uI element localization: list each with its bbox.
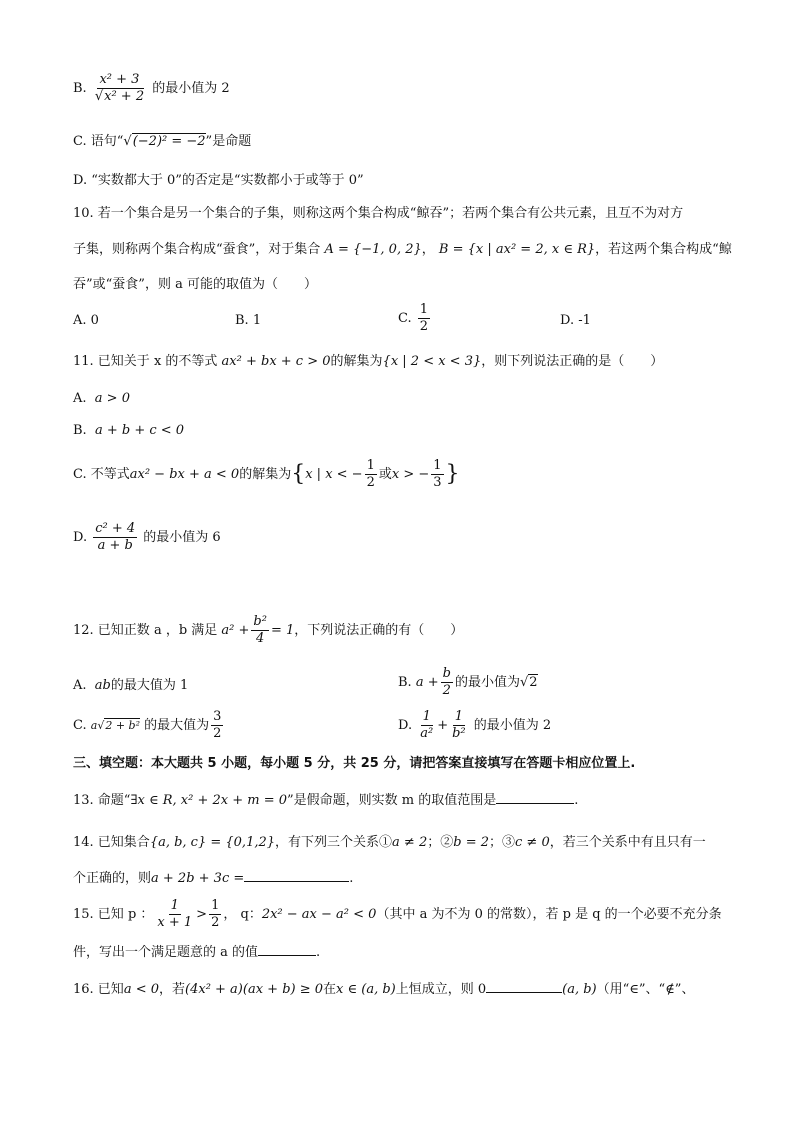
stem-text: ，若这两个集合构成“鲸 bbox=[595, 242, 732, 257]
math-expr: a + 2b + 3c = bbox=[151, 871, 245, 886]
math-expr: √(−2)² = −2 bbox=[123, 134, 206, 149]
stem-text: 12. 已知正数 a ，b 满足 bbox=[73, 623, 218, 638]
numerator: 1 bbox=[211, 898, 220, 913]
option-label: B. bbox=[73, 81, 87, 96]
numerator: b bbox=[442, 666, 451, 681]
q12-option-c bbox=[73, 709, 225, 742]
q14-line1 bbox=[73, 834, 706, 852]
q15-line1 bbox=[73, 898, 722, 931]
section-heading: 三、填空题：本大题共 5 小题，每小题 5 分，共 25 分，请把答案直接填写在答题卡相应位置上. bbox=[73, 756, 636, 771]
q12-option-d: D. $\frac{1}{\text{a²}}$ + $\frac{1}{\text{b²}}$ 的最小值为 2 bbox=[398, 709, 552, 741]
option-text: 的最小值为 2 bbox=[473, 718, 552, 733]
numerator: c² + 4 bbox=[95, 521, 136, 536]
option-text: 或 bbox=[378, 467, 392, 482]
stem-text: 上恒成立，则 0 bbox=[395, 982, 487, 997]
math-expr: > bbox=[196, 907, 208, 922]
math-set: {a, b, c} = {0,1,2} bbox=[149, 835, 276, 850]
stem-text: 14. 已知集合 bbox=[73, 835, 150, 850]
radicand: x² + 2 bbox=[104, 89, 145, 104]
q10-option-b: B. 1 bbox=[235, 313, 262, 328]
math-expr: ax² − bx + a < 0 bbox=[129, 467, 240, 482]
numerator: 1 bbox=[419, 302, 429, 317]
stem-text: ；③ bbox=[488, 835, 515, 850]
math-expr: x > − bbox=[391, 467, 430, 482]
denominator: 2 bbox=[366, 475, 375, 490]
fraction bbox=[418, 709, 435, 742]
math-expr: a + bbox=[415, 675, 439, 690]
denominator: 2 bbox=[213, 726, 222, 741]
fraction bbox=[93, 521, 137, 554]
numerator: x² + 3 bbox=[99, 72, 140, 87]
math-expr: a > 0 bbox=[94, 391, 130, 406]
q11-option-a bbox=[73, 390, 130, 408]
set-b: B = {x | ax² = 2, x ∈ R} bbox=[438, 242, 596, 257]
q11-option-c: C. 不等式ax² − bx + a < 0的解集为{x | x < − $\frac{1}{2}$ 或x > − $\frac{1}{3}$ } bbox=[73, 458, 460, 490]
q13 bbox=[73, 790, 578, 810]
stem-text: . bbox=[316, 945, 321, 960]
stem-text: 子集，则称两个集合构成“蚕食”，对于集合 bbox=[73, 242, 321, 257]
stem-text: ；② bbox=[427, 835, 454, 850]
q12-option-a bbox=[73, 677, 188, 695]
math-expr: ∃x ∈ R, x² + 2x + m = 0 bbox=[130, 793, 287, 808]
option-text: 的解集为 bbox=[239, 467, 292, 482]
option-text: 的最小值为 2 bbox=[152, 81, 230, 96]
option-label: A. bbox=[73, 391, 87, 406]
radicand: 2 bbox=[529, 675, 538, 690]
denominator: 4 bbox=[256, 631, 265, 646]
stem-text: ，若三个关系中有且只有一 bbox=[549, 835, 706, 850]
option-text: 的最小值为 bbox=[454, 675, 520, 690]
numerator: b² bbox=[253, 614, 267, 629]
stem-text: ，若 bbox=[159, 982, 186, 997]
numerator: 1 bbox=[433, 458, 442, 473]
stem-text: 在 bbox=[323, 982, 337, 997]
option-text: 的最大值为 1 bbox=[110, 678, 189, 693]
q10-stem-line1: 10. 若一个集合是另一个集合的子集，则称这两个集合构成“鲸吞”；若两个集合有公共元素，且互不为对方 bbox=[73, 206, 684, 221]
math-expr: (a, b) bbox=[562, 982, 597, 997]
q14-line2 bbox=[73, 868, 353, 888]
denominator: 2 bbox=[211, 915, 220, 930]
math-expr: x | x < − bbox=[305, 467, 363, 482]
q10-option-a: A. 0 bbox=[73, 313, 99, 328]
fraction bbox=[441, 666, 453, 699]
q9-option-d: D. “实数都大于 0”的否定是“实数都小于或等于 0” bbox=[73, 173, 364, 188]
math-expr: a√2 + b² bbox=[90, 719, 141, 732]
radicand: 2 + b² bbox=[105, 719, 141, 732]
set-a: A = {−1, 0, 2} bbox=[324, 242, 422, 257]
stem-text: 11. 已知关于 x 的不等式 bbox=[73, 354, 218, 369]
q10-option-d: D. -1 bbox=[560, 313, 591, 328]
q16 bbox=[73, 979, 694, 999]
stem-text: （其中 a 为不为 0 的常数），若 p 是 q 的一个必要不充分条 bbox=[376, 907, 722, 922]
fraction bbox=[251, 614, 269, 647]
option-text: C. 语句“ bbox=[73, 134, 124, 149]
stem-text: . bbox=[574, 793, 579, 808]
math-expr: b = 2 bbox=[453, 835, 489, 850]
stem-text: 个正确的，则 bbox=[73, 871, 152, 886]
math-expr: ax² + bx + c > 0 bbox=[221, 354, 331, 369]
fraction bbox=[450, 709, 468, 742]
option-text: 的最小值为 6 bbox=[143, 530, 221, 545]
stem-text: （用“∈”、“∉”、 bbox=[596, 982, 695, 997]
option-label: D. bbox=[398, 718, 413, 733]
q10-stem-line2: 子集，则称两个集合构成“蚕食”，对于集合 A = {−1, 0, 2}， B = {x | ax² = 2, x ∈ R}，若这两个集合构成“鲸 bbox=[73, 242, 732, 257]
math-expr: 2x² − ax − a² < 0 bbox=[261, 907, 377, 922]
stem-text: ，下列说法正确的有（ ） bbox=[294, 623, 464, 638]
numerator: 3 bbox=[213, 709, 222, 724]
q11-stem bbox=[73, 353, 663, 371]
q10-option-c bbox=[398, 302, 432, 335]
math-expr: c ≠ 0 bbox=[515, 835, 550, 850]
fraction bbox=[365, 458, 377, 491]
stem-text: ， q： bbox=[223, 907, 262, 922]
fraction bbox=[93, 72, 146, 105]
answer-blank[interactable] bbox=[486, 979, 562, 993]
denominator: 2 bbox=[419, 319, 429, 334]
numerator: 1 bbox=[170, 898, 179, 913]
fraction bbox=[209, 898, 221, 931]
fraction bbox=[155, 898, 194, 931]
math-expr: a + b + c < 0 bbox=[94, 423, 185, 438]
fraction bbox=[211, 709, 223, 742]
denominator: a + b bbox=[97, 538, 133, 553]
math-expr: = 1 bbox=[270, 623, 295, 638]
denominator: b² bbox=[452, 726, 466, 741]
option-label: A. bbox=[73, 678, 87, 693]
answer-blank[interactable] bbox=[244, 868, 349, 882]
q11-option-d bbox=[73, 521, 221, 554]
q12-option-b: B. a + $\frac{b}{2}$ 的最小值为√2 bbox=[398, 666, 538, 698]
math-set: {x | 2 < x < 3} bbox=[382, 354, 482, 369]
numerator: 1 bbox=[422, 709, 431, 724]
denominator: x + 1 bbox=[157, 915, 193, 930]
answer-blank[interactable] bbox=[258, 942, 316, 956]
option-label: C. bbox=[398, 311, 412, 326]
option-text: ”是命题 bbox=[205, 134, 252, 149]
radicand: (−2)² = −2 bbox=[132, 134, 206, 149]
option-label: B. bbox=[398, 675, 412, 690]
stem-text: ，有下列三个关系① bbox=[275, 835, 393, 850]
q11-option-b bbox=[73, 422, 184, 440]
numerator: 1 bbox=[366, 458, 375, 473]
answer-blank[interactable] bbox=[496, 790, 574, 804]
numerator: 1 bbox=[454, 709, 464, 724]
fraction bbox=[418, 302, 430, 335]
stem-text: 件，写出一个满足题意的 a 的值 bbox=[73, 945, 259, 960]
stem-text: 13. 命题“ bbox=[73, 793, 131, 808]
math-expr: a² + bbox=[221, 623, 250, 638]
option-text: 的最大值为 bbox=[144, 718, 210, 733]
denominator: 2 bbox=[442, 683, 451, 698]
stem-text: ，则下列说法正确的是（ ） bbox=[481, 354, 664, 369]
q15-line2 bbox=[73, 942, 320, 962]
q10-stem-line3: 吞”或“蚕食”，则 a 可能的取值为（ ） bbox=[73, 277, 317, 292]
fraction bbox=[431, 458, 443, 491]
stem-text: 16. 已知 bbox=[73, 982, 124, 997]
q12-stem bbox=[73, 614, 463, 647]
denominator: √x² + 2 bbox=[94, 89, 145, 104]
denominator: 3 bbox=[433, 475, 442, 490]
stem-text: 的解集为 bbox=[330, 354, 383, 369]
option-label: B. bbox=[73, 423, 87, 438]
q9-option-c bbox=[73, 133, 251, 151]
stem-text: 15. 已知 p ： bbox=[73, 907, 154, 922]
math-expr: a < 0 bbox=[123, 982, 159, 997]
option-text: C. 不等式 bbox=[73, 467, 130, 482]
math-expr: a ≠ 2 bbox=[392, 835, 428, 850]
option-label: C. bbox=[73, 718, 87, 733]
denominator: a² bbox=[420, 726, 434, 741]
math-expr: (4x² + a)(ax + b) ≥ 0 bbox=[185, 982, 324, 997]
option-label: D. bbox=[73, 530, 88, 545]
math-expr: ab bbox=[94, 678, 111, 693]
stem-text: . bbox=[349, 871, 354, 886]
stem-text: ”是假命题，则实数 m 的取值范围是 bbox=[287, 793, 497, 808]
math-expr: x ∈ (a, b) bbox=[336, 982, 396, 997]
q9-option-b bbox=[73, 72, 230, 105]
